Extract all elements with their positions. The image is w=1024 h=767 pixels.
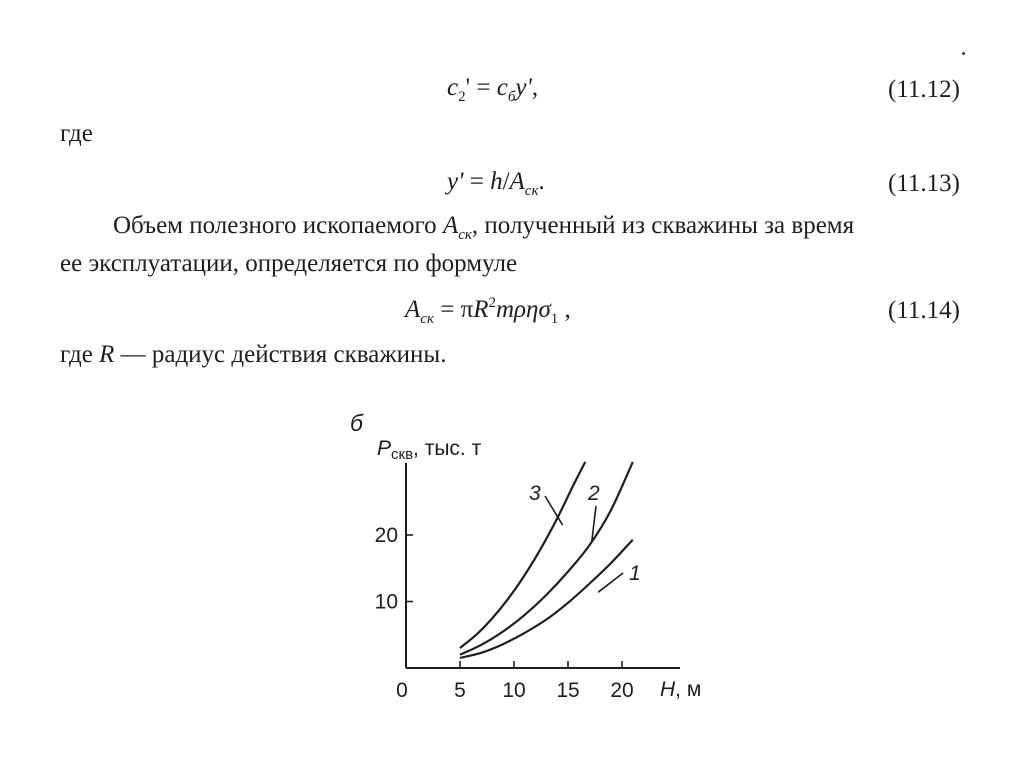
curve-1-label: 1	[629, 562, 641, 585]
para1-A-sub: ск	[458, 227, 472, 243]
eq1-punct: ,	[531, 74, 539, 101]
eq3-equals: =	[433, 296, 461, 323]
eq3-R: R	[473, 296, 489, 323]
eq1-rhs-sub: б	[507, 89, 516, 105]
curve-1	[460, 540, 633, 658]
para1-text-b: , полученный из скважины за время	[471, 212, 855, 239]
x-axis-label-unit: , м	[675, 678, 702, 701]
eq3-A-sub: ск	[420, 311, 434, 327]
eq1-rhs-var: c	[496, 74, 508, 101]
where2-text-b: — радиус действия скважины.	[114, 341, 447, 368]
curve-1-leader-line	[598, 573, 623, 592]
y-axis-label	[377, 437, 482, 463]
eq2-A-sub: ск	[524, 183, 539, 199]
eq3-rest: mρησ	[495, 296, 551, 323]
x-axis-label	[660, 678, 701, 701]
where2-text-a: где	[60, 341, 100, 368]
x-tick-label: 5	[454, 679, 466, 702]
eq3-punct: ,	[558, 296, 571, 323]
x-tick-label: 10	[502, 679, 526, 702]
para1-text-a: Объем полезного ископаемого	[113, 212, 443, 239]
eq2-A: A	[509, 168, 525, 195]
eq2-lhs: y'	[447, 168, 464, 195]
y-tick-label: 20	[374, 524, 398, 547]
eq2-slash: /	[502, 168, 510, 195]
where2-R: R	[99, 341, 115, 368]
x-axis-label-main: H	[660, 678, 676, 701]
eq2-equals: =	[463, 168, 491, 195]
y-axis-label-sub: скв	[391, 446, 414, 463]
eq1-lhs-sub: 2	[458, 89, 466, 105]
eq3-A: A	[405, 296, 421, 323]
x-tick-label: 15	[556, 679, 580, 702]
eq3-pi: π	[460, 296, 474, 323]
eq1-equals: =	[470, 74, 497, 101]
eq1-lhs-prime: '	[465, 74, 471, 101]
x-tick-label: 20	[610, 679, 634, 702]
eq1-lhs-var: c	[447, 74, 459, 101]
eq2-punct: .	[538, 168, 545, 195]
eq2-h: h	[490, 168, 503, 195]
where-word: где	[60, 120, 93, 147]
eq3-sigma-sub: 1	[550, 311, 559, 327]
equation-number-11-14: (11.14)	[888, 297, 960, 324]
curve-3	[460, 462, 585, 648]
equation-number-11-12: (11.12)	[888, 76, 960, 103]
curve-label-group	[529, 482, 641, 592]
y-axis-label-main: P	[377, 437, 392, 460]
x-tick-label: 0	[396, 679, 408, 702]
para1-A: A	[442, 212, 459, 239]
axis-ticks	[375, 524, 634, 702]
eq1-rhs-tail: y'	[515, 74, 532, 101]
y-tick-label: 10	[374, 590, 398, 614]
y-axis-label-unit: , тыс. т	[413, 437, 482, 460]
curve-group	[460, 462, 633, 658]
curve-2-label: 2	[588, 482, 600, 505]
panel-label: б	[350, 410, 363, 436]
paragraph-line-2: ее эксплуатации, определяется по формуле	[60, 250, 518, 277]
curve-3-label: 3	[529, 482, 541, 505]
eq3-R-sup: 2	[488, 295, 496, 311]
equation-number-11-13: (11.13)	[888, 170, 960, 197]
